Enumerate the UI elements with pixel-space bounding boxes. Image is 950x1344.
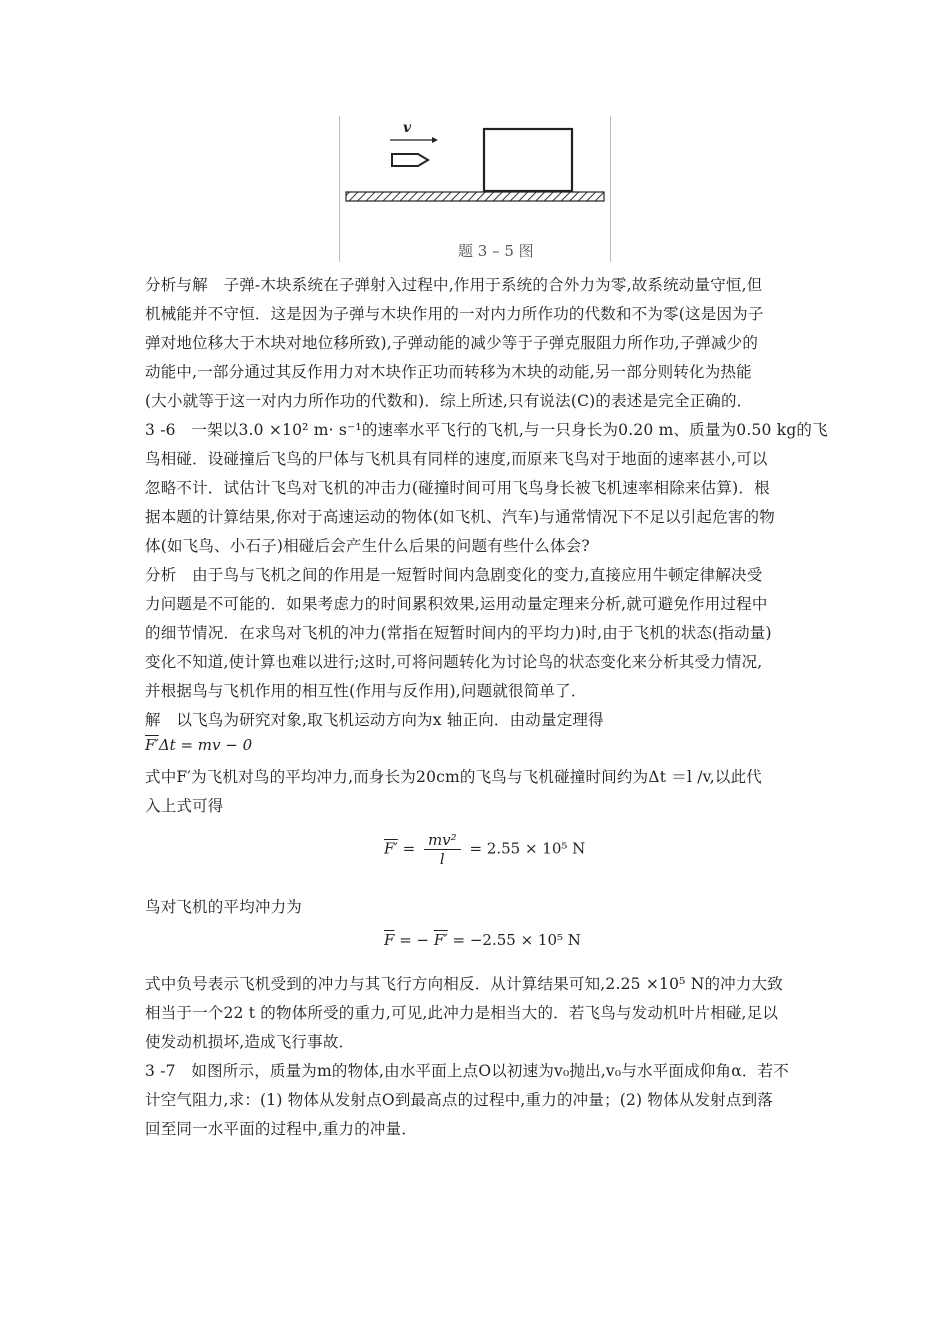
text-line: 鸟相碰．设碰撞后飞鸟的尸体与飞机具有同样的速度,而原来飞鸟对于地面的速率甚小,可以: [145, 450, 768, 468]
text-line: 体(如飞鸟、小石子)相碰后会产生什么后果的问题有些什么体会?: [145, 537, 590, 555]
text-line: 入上式可得: [145, 797, 224, 815]
text-line: 使发动机损坏,造成飞行事故．: [145, 1033, 355, 1051]
equation-momentum-theorem: F′Δt = mv − 0: [145, 736, 253, 754]
text-line: 相当于一个22 t 的物体所受的重力,可见,此冲力是相当大的．若飞鸟与发动机叶片相碰,足以: [145, 1004, 779, 1022]
text-line: 弹对地位移大于木块对地位移所致),子弹动能的减少等于子弹克服阻力所作功,子弹减少的: [145, 334, 759, 352]
text-line: 鸟对飞机的平均冲力为: [145, 898, 303, 916]
text-line: 解 以飞鸟为研究对象,取飞机运动方向为x 轴正向．由动量定理得: [145, 711, 604, 729]
text-line: 分析与解 子弹-木块系统在子弹射入过程中,作用于系统的合外力为零,故系统动量守恒,但: [145, 276, 763, 294]
equation-average-force: F′ = $\frac{\text{mv²}}{l}$ = 2.55 × 10⁵ N: [384, 831, 586, 868]
text-line: 式中负号表示飞机受到的冲力与其飞行方向相反．从计算结果可知,2.25 ×10⁵ N的冲力大致: [145, 975, 783, 993]
text-line: 的细节情况．在求鸟对飞机的冲力(常指在短暂时间内的平均力)时,由于飞机的状态(指动量): [145, 624, 772, 642]
figure-3-5: [339, 116, 611, 262]
text-line: 动能中,一部分通过其反作用力对木块作正功而转移为木块的动能,另一部分则转化为热能: [145, 363, 752, 381]
text-line: 据本题的计算结果,你对于高速运动的物体(如飞机、汽车)与通常情况下不足以引起危害的物: [145, 508, 775, 526]
velocity-label: v: [403, 120, 412, 136]
problem-3-6-heading: 3 -6 一架以3.0 ×10² m· s⁻¹的速率水平飞行的飞机,与一只身长为0.20 m、质量为0.50 kg的飞: [145, 421, 828, 439]
text-line: 力问题是不可能的．如果考虑力的时间累积效果,运用动量定理来分析,就可避免作用过程中: [145, 595, 768, 613]
bullet-shape: [392, 154, 428, 166]
equation-reaction-force: $\overline{F}$ = − F′ = −2.55 × 10⁵ N: [384, 931, 581, 949]
text-line: 计空气阻力,求：(1) 物体从发射点O到最高点的过程中,重力的冲量；(2) 物体从发射点到落: [145, 1091, 774, 1109]
text-line: 并根据鸟与飞机作用的相互性(作用与反作用),问题就很简单了．: [145, 682, 587, 700]
text-line: 式中F′为飞机对鸟的平均冲力,而身长为20cm的飞鸟与飞机碰撞时间约为Δt ＝l /v,以此代: [145, 768, 763, 786]
text-line: 分析 由于鸟与飞机之间的作用是一短暂时间内急剧变化的变力,直接应用牛顿定律解决受: [145, 566, 763, 584]
text-line: (大小就等于这一对内力所作功的代数和)．综上所述,只有说法(C)的表述是完全正确的．: [145, 392, 753, 410]
wooden-block: [484, 129, 572, 191]
text-line: 变化不知道,使计算也难以进行;这时,可将问题转化为讨论鸟的状态变化来分析其受力情况,: [145, 653, 763, 671]
figure-caption: 题 3 – 5 图: [458, 242, 534, 260]
text-line: 机械能并不守恒．这是因为子弹与木块作用的一对内力所作功的代数和不为零(这是因为子: [145, 305, 764, 323]
ground-surface: [346, 192, 604, 201]
problem-3-7-heading: 3 -7 如图所示，质量为m的物体,由水平面上点O以初速为v₀抛出,v₀与水平面成仰角α．若不: [145, 1062, 789, 1080]
text-line: 回至同一水平面的过程中,重力的冲量．: [145, 1120, 418, 1138]
text-line: 忽略不计．试估计飞鸟对飞机的冲击力(碰撞时间可用飞鸟身长被飞机速率相除来估算)．根: [145, 479, 770, 497]
